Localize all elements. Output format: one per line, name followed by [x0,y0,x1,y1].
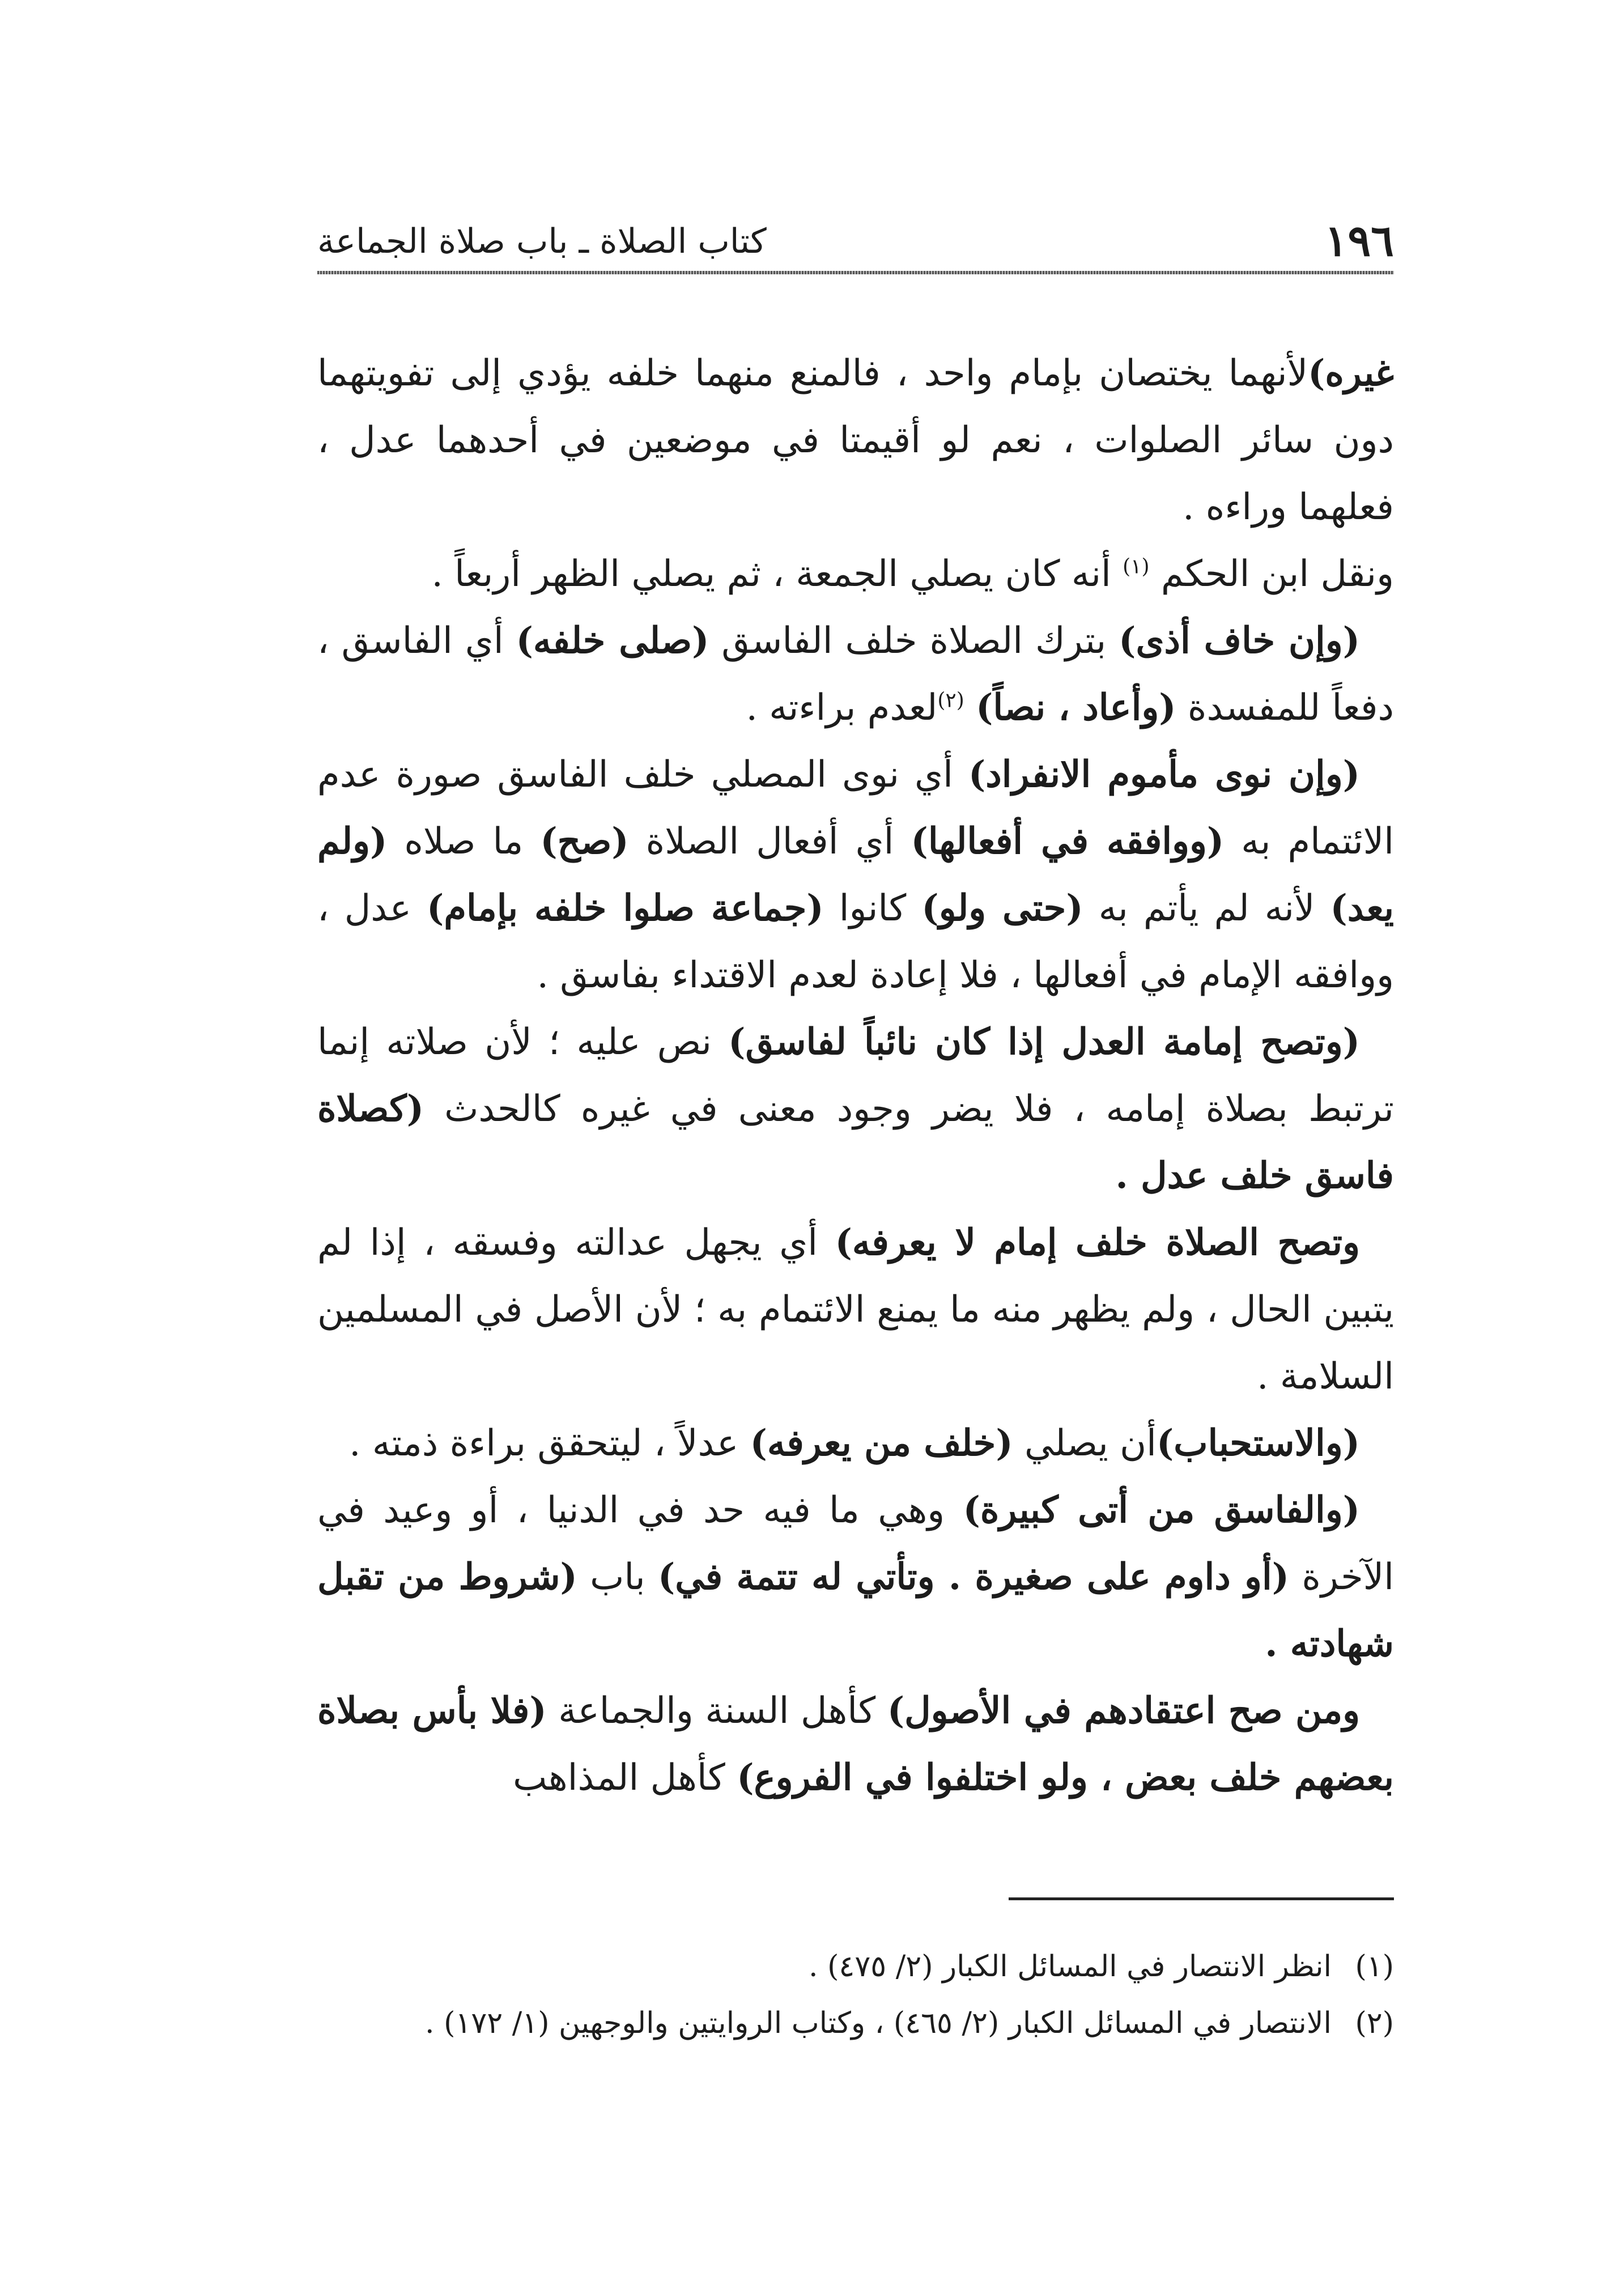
footnote-ref: (١) [1123,555,1150,579]
bold-term: (وتصح إمامة العدل إذا كان نائباً لفاسق) [728,1021,1360,1063]
bold-term: (شروط من تقبل شهادته . [317,1556,1394,1665]
bold-term: (والاستحباب) [1156,1422,1360,1464]
bold-term: (حتى ولو) [921,887,1083,929]
bold-term: (صح) [540,820,629,863]
footnote-1 [317,1938,1394,1995]
bold-term: وتصح الصلاة خلف إمام لا يعرفه) [835,1221,1361,1264]
paragraph-text: وهي ما فيه حد في الدنيا ، أو وعيد في الآخرة [317,1489,1395,1598]
bold-term: (خلف من يعرفه) [750,1422,1013,1464]
paragraph-6 [317,1209,1394,1410]
paragraph-1 [317,340,1394,541]
paragraph-text: بترك الصلاة خلف الفاسق [709,620,1119,662]
page-header [317,215,1394,266]
paragraph-7 [317,1410,1394,1477]
paragraph-3 [317,608,1394,741]
paragraph-text: عدلاً ، ليتحقق براءة ذمته . [349,1422,750,1464]
paragraph-9 [317,1678,1394,1811]
bold-term: ومن صح اعتقادهم في الأصول) [887,1689,1361,1732]
footnotes [317,1938,1394,2052]
paragraph-text: لأنهما يختصان بإمام واحد ، فالمنع منهما خلفه يؤدي إلى تفويتهما دون سائر الصلوات ، نعم لو أقيمتا في موضعين في أحدهما عدل ، فعلهما وراءه . [317,353,1395,528]
main-text [317,340,1394,1811]
paragraph-text: أن يصلي [1013,1422,1157,1464]
paragraph-text: أي يجهل عدالته وفسقه ، إذا لم يتبين الحال ، ولم يظهر منه ما يمنع الائتمام به ؛ لأن الأصل في المسلمين السلامة . [317,1222,1395,1398]
bold-term: (فلا بأس بصلاة بعضهم خلف بعض ، ولو اختلفوا في الفروع) [317,1689,1394,1799]
paragraph-text: لعدم براءته . [746,687,938,729]
paragraph-4 [317,741,1394,1009]
paragraph-text: كأهل المذاهب [513,1757,737,1799]
paragraph-text: كانوا [823,888,922,929]
bold-term: غيره) [1308,352,1394,394]
paragraph-2 [317,541,1394,608]
paragraph-text: أي أفعال الصلاة [628,821,911,863]
footnote-number: (٢) [1355,2006,1394,2040]
paragraph-text: أي الفاسق ، دفعاً للمفسدة [317,620,1394,729]
bold-term: (جماعة صلوا خلفه بإمام) [427,887,824,929]
bold-term: (وإن نوى مأموم الانفراد) [968,753,1361,796]
bold-term: (وأعاد ، نصاً) [976,686,1176,729]
bold-term: (صلى خلفه) [516,619,709,662]
bold-term: (وإن خاف أذى) [1119,619,1361,662]
paragraph-5 [317,1009,1394,1209]
bold-term: (ولم يعد) [317,820,1395,929]
running-title: كتاب الصلاة ـ باب صلاة الجماعة [317,222,767,261]
paragraph-text: ما صلاه [387,821,541,863]
paragraph-text: أنه كان يصلي الجمعة ، ثم يصلي الظهر أربعاً . [431,553,1123,595]
bold-term: (ووافقه في أفعالها) [911,820,1225,863]
paragraph-text: ونقل ابن الحكم [1160,553,1394,595]
paragraph-text: عدل ، ووافقه الإمام في أفعالها ، فلا إعادة لعدم الاقتداء بفاسق . [317,888,1394,996]
footnote-divider [1009,1897,1394,1900]
page-number: ١٩٦ [1324,215,1394,266]
bold-term: (والفاسق من أتى كبيرة) [963,1489,1361,1531]
footnote-2 [317,1995,1394,2052]
paragraph-8 [317,1477,1394,1678]
bold-term: (أو داوم على صغيرة . وتأتي له تتمة في) [658,1556,1290,1598]
bold-term: (كصلاة فاسق خلف عدل . [317,1088,1394,1197]
footnote-text: انظر الانتصار في المسائل الكبار (٢/ ٤٧٥) . [809,1950,1332,1984]
paragraph-text: نص عليه ؛ لأن صلاته إنما ترتبط بصلاة إمامه ، فلا يضر وجود معنى في غيره كالحدث [317,1021,1394,1130]
paragraph-text: أي نوى المصلي خلف الفاسق صورة عدم الائتمام به [317,754,1395,863]
footnote-number: (١) [1355,1950,1394,1984]
header-divider [317,271,1394,274]
footnote-text: الانتصار في المسائل الكبار (٢/ ٤٦٥) ، وكتاب الروايتين والوجهين (١/ ١٧٢) . [425,2006,1332,2040]
footnote-ref: (٢) [937,689,964,712]
paragraph-text: باب [577,1556,658,1598]
paragraph-text: لأنه لم يأتم به [1083,888,1330,929]
paragraph-text: كأهل السنة والجماعة [546,1690,887,1732]
